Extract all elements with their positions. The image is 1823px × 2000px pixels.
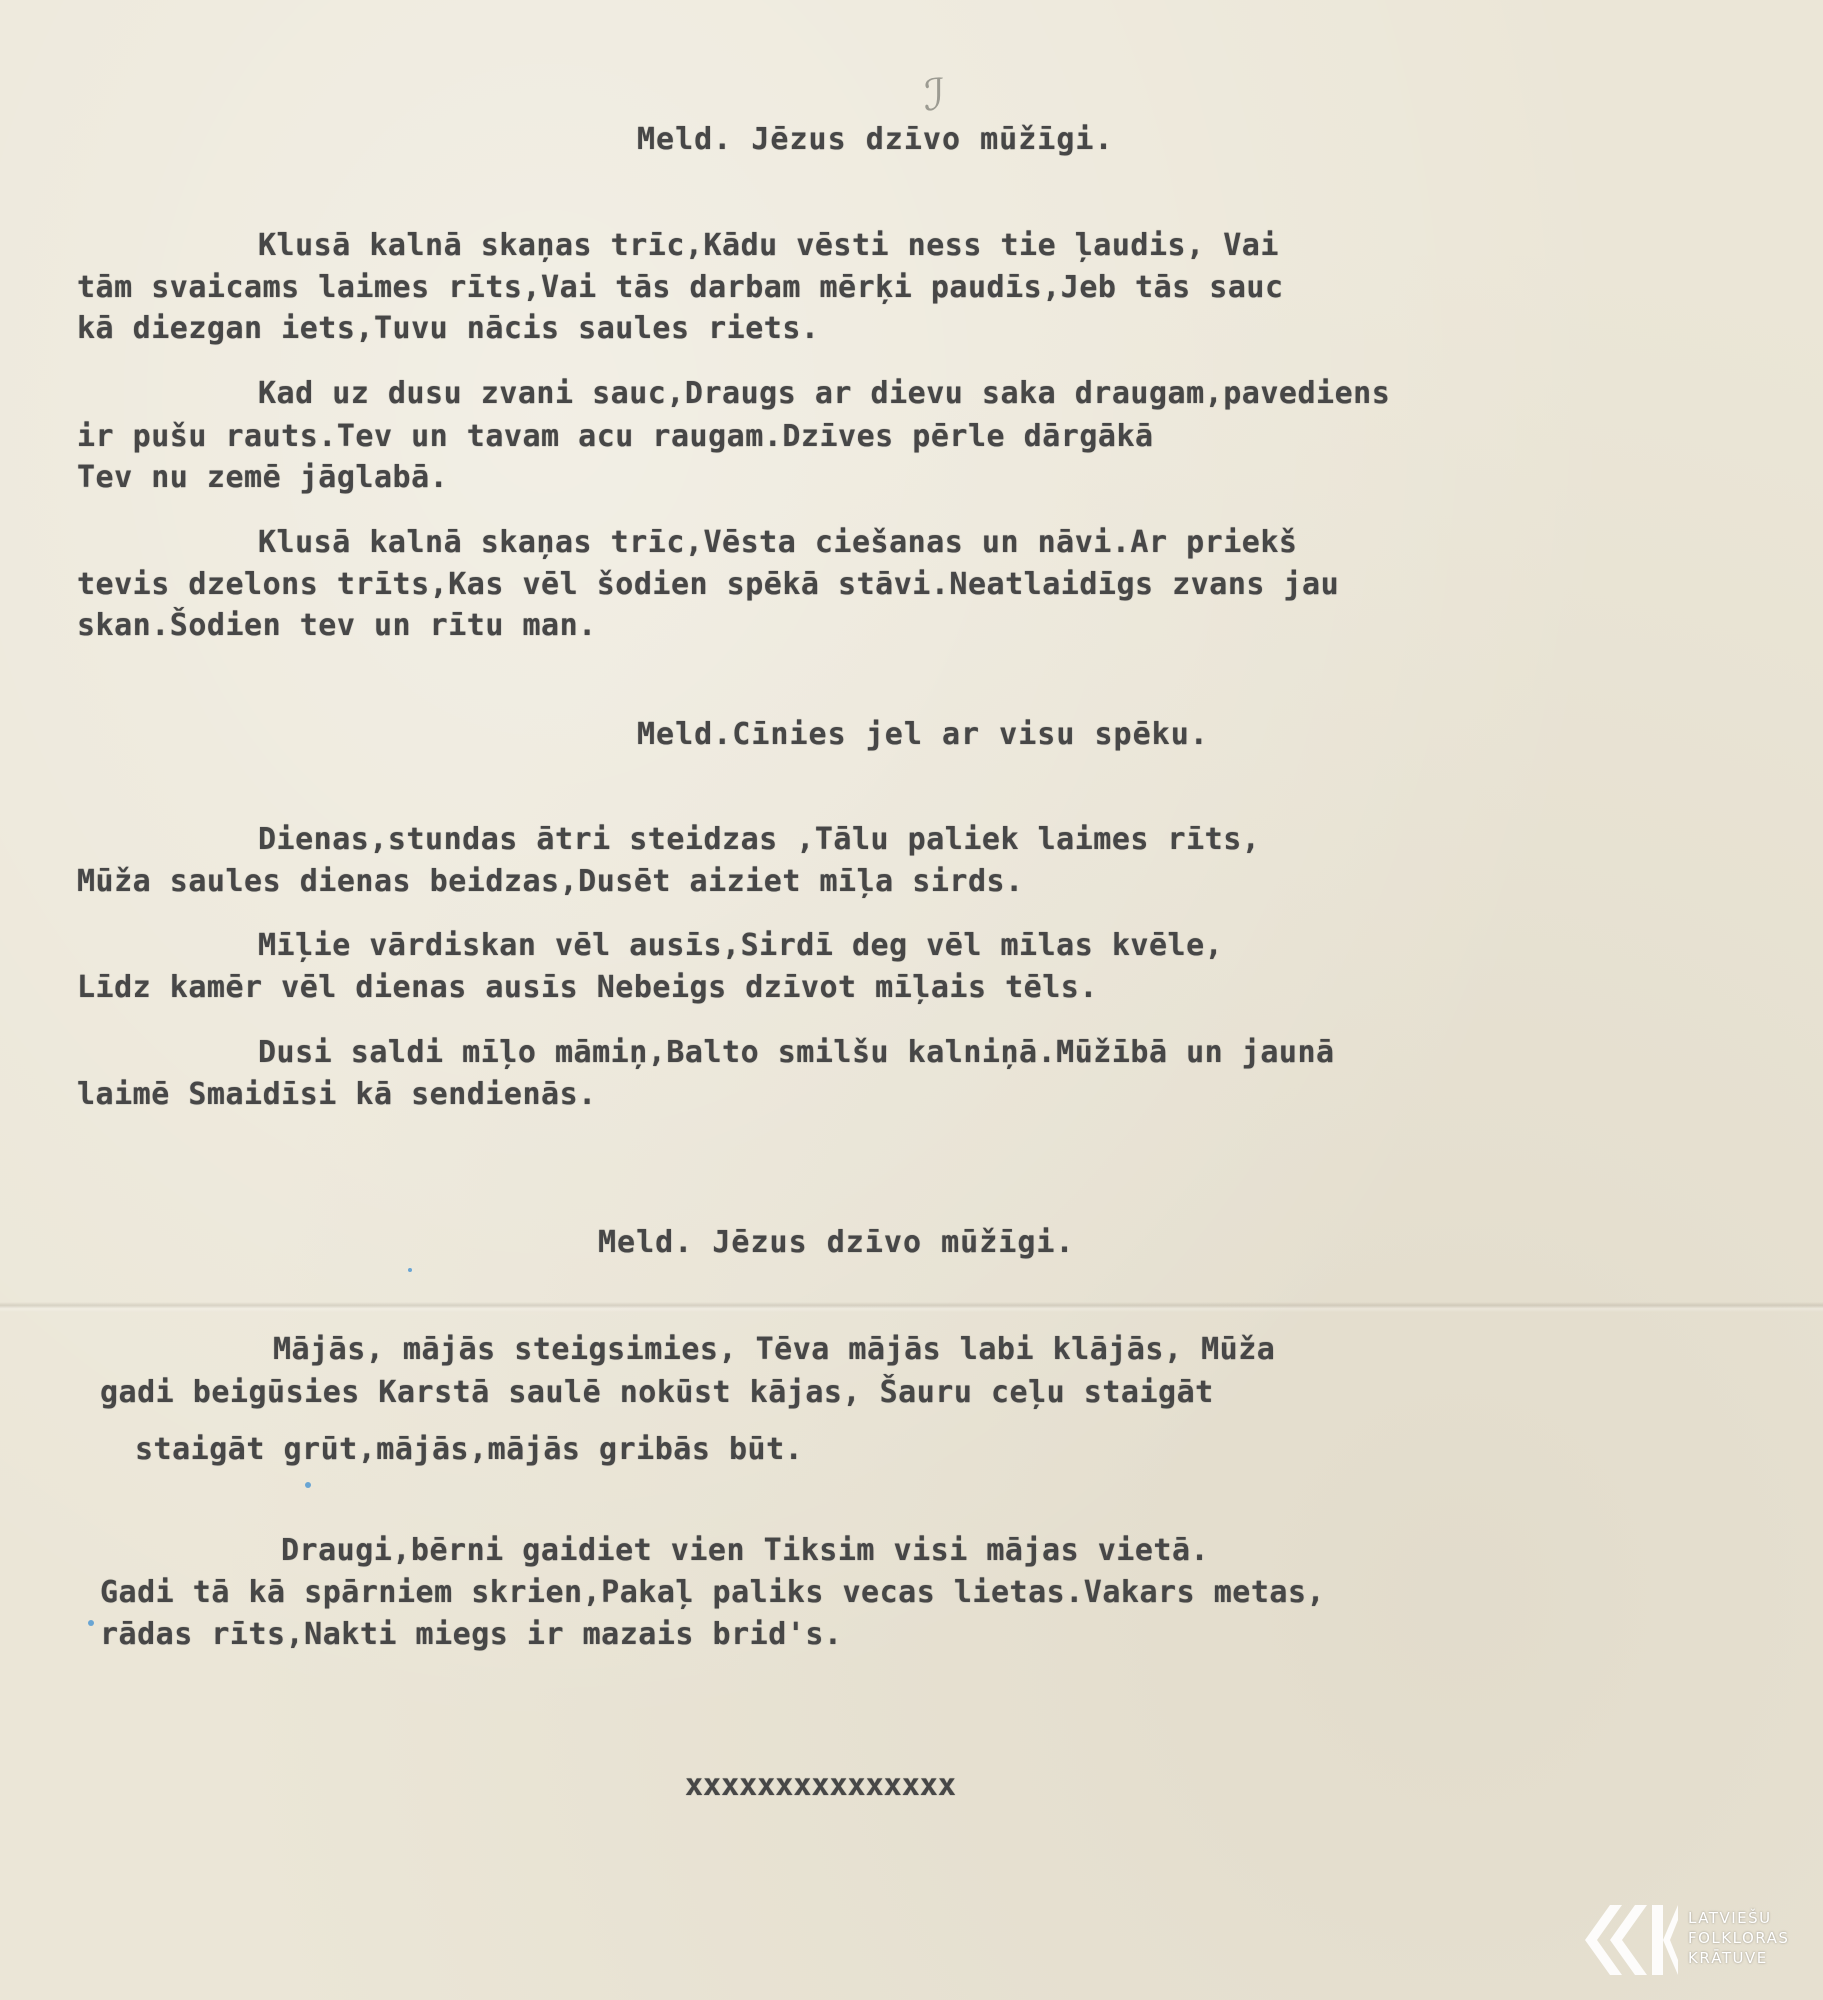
paper-fold: [0, 1302, 1823, 1312]
stanza-1-line-3: kā diezgan iets,Tuvu nācis saules riets.: [77, 311, 820, 346]
stanza-5-line-2: Līdz kamēr vēl dienas ausīs Nebeigs dzīvot mīļais tēls.: [77, 970, 1098, 1005]
stanza-4-line-2: Mūža saules dienas beidzas,Dusēt aiziet mīļa sirds.: [77, 864, 1024, 899]
ink-dot: [88, 1620, 94, 1626]
logo-line-2: FOLKLORAS: [1688, 1929, 1790, 1947]
heading-melody-3: Meld. Jēzus dzīvo mūžīgi.: [598, 1225, 1075, 1260]
stanza-7-line-3: staigāt grūt,mājās,mājās gribās būt.: [135, 1432, 804, 1467]
stanza-2-line-3: Tev nu zemē jāglabā.: [77, 460, 449, 495]
lfk-logo-icon: [1570, 1890, 1680, 1990]
stanza-1-line-1: Klusā kalnā skaņas trīc,Kādu vēsti ness tie ļaudis, Vai: [258, 228, 1279, 263]
stanza-7-line-1: Mājās, mājās steigsimies, Tēva mājās labi klājās, Mūža: [273, 1332, 1276, 1367]
pencil-mark: ℐ: [924, 70, 945, 121]
logo-line-1: LATVIEŠU: [1688, 1909, 1772, 1927]
stanza-2-line-2: ir pušu rauts.Tev un tavam acu raugam.Dzīves pērle dārgākā: [77, 419, 1154, 454]
ink-dot: [408, 1268, 412, 1272]
heading-melody-1: Meld. Jēzus dzīvo mūžīgi.: [637, 122, 1114, 157]
stanza-5-line-1: Mīļie vārdiskan vēl ausīs,Sirdī deg vēl mīlas kvēle,: [258, 928, 1224, 963]
stanza-8-line-3: rādas rīts,Nakti miegs ir mazais brid's.: [100, 1617, 843, 1652]
stanza-8-line-1: Draugi,bērni gaidiet vien Tiksim visi mājas vietā.: [281, 1533, 1210, 1568]
folklore-archive-logo: [1570, 1890, 1810, 1990]
stanza-3-line-2: tevis dzelons trīts,Kas vēl šodien spēkā stāvi.Neatlaidīgs zvans jau: [77, 567, 1340, 602]
stanza-8-line-2: Gadi tā kā spārniem skrien,Pakaļ paliks vecas lietas.Vakars metas,: [100, 1575, 1326, 1610]
stanza-1-line-2: tām svaicams laimes rīts,Vai tās darbam mērķi paudīs,Jeb tās sauc: [77, 270, 1284, 305]
logo-text: [1688, 1908, 1789, 1968]
stanza-4-line-1: Dienas,stundas ātri steidzas ,Tālu paliek laimes rīts,: [258, 822, 1261, 857]
stanza-2-line-1: Kad uz dusu zvani sauc,Draugs ar dievu saka draugam,pavediens: [258, 376, 1391, 411]
stanza-6-line-2: laimē Smaidīsi kā sendienās.: [77, 1077, 597, 1112]
stanza-3-line-1: Klusā kalnā skaņas trīc,Vēsta ciešanas un nāvi.Ar priekš: [258, 525, 1298, 560]
heading-melody-2: Meld.Cīnies jel ar visu spēku.: [637, 717, 1209, 752]
stanza-6-line-1: Dusi saldi mīļo māmiņ,Balto smilšu kalniņā.Mūžībā un jaunā: [258, 1035, 1335, 1070]
stanza-3-line-3: skan.Šodien tev un rītu man.: [77, 608, 597, 643]
separator-line: xxxxxxxxxxxxxxx: [685, 1768, 956, 1803]
logo-line-3: KRĀTUVE: [1688, 1949, 1768, 1967]
ink-dot: [305, 1482, 311, 1488]
stanza-7-line-2: gadi beigūsies Karstā saulē nokūst kājas, Šauru ceļu staigāt: [100, 1375, 1214, 1410]
